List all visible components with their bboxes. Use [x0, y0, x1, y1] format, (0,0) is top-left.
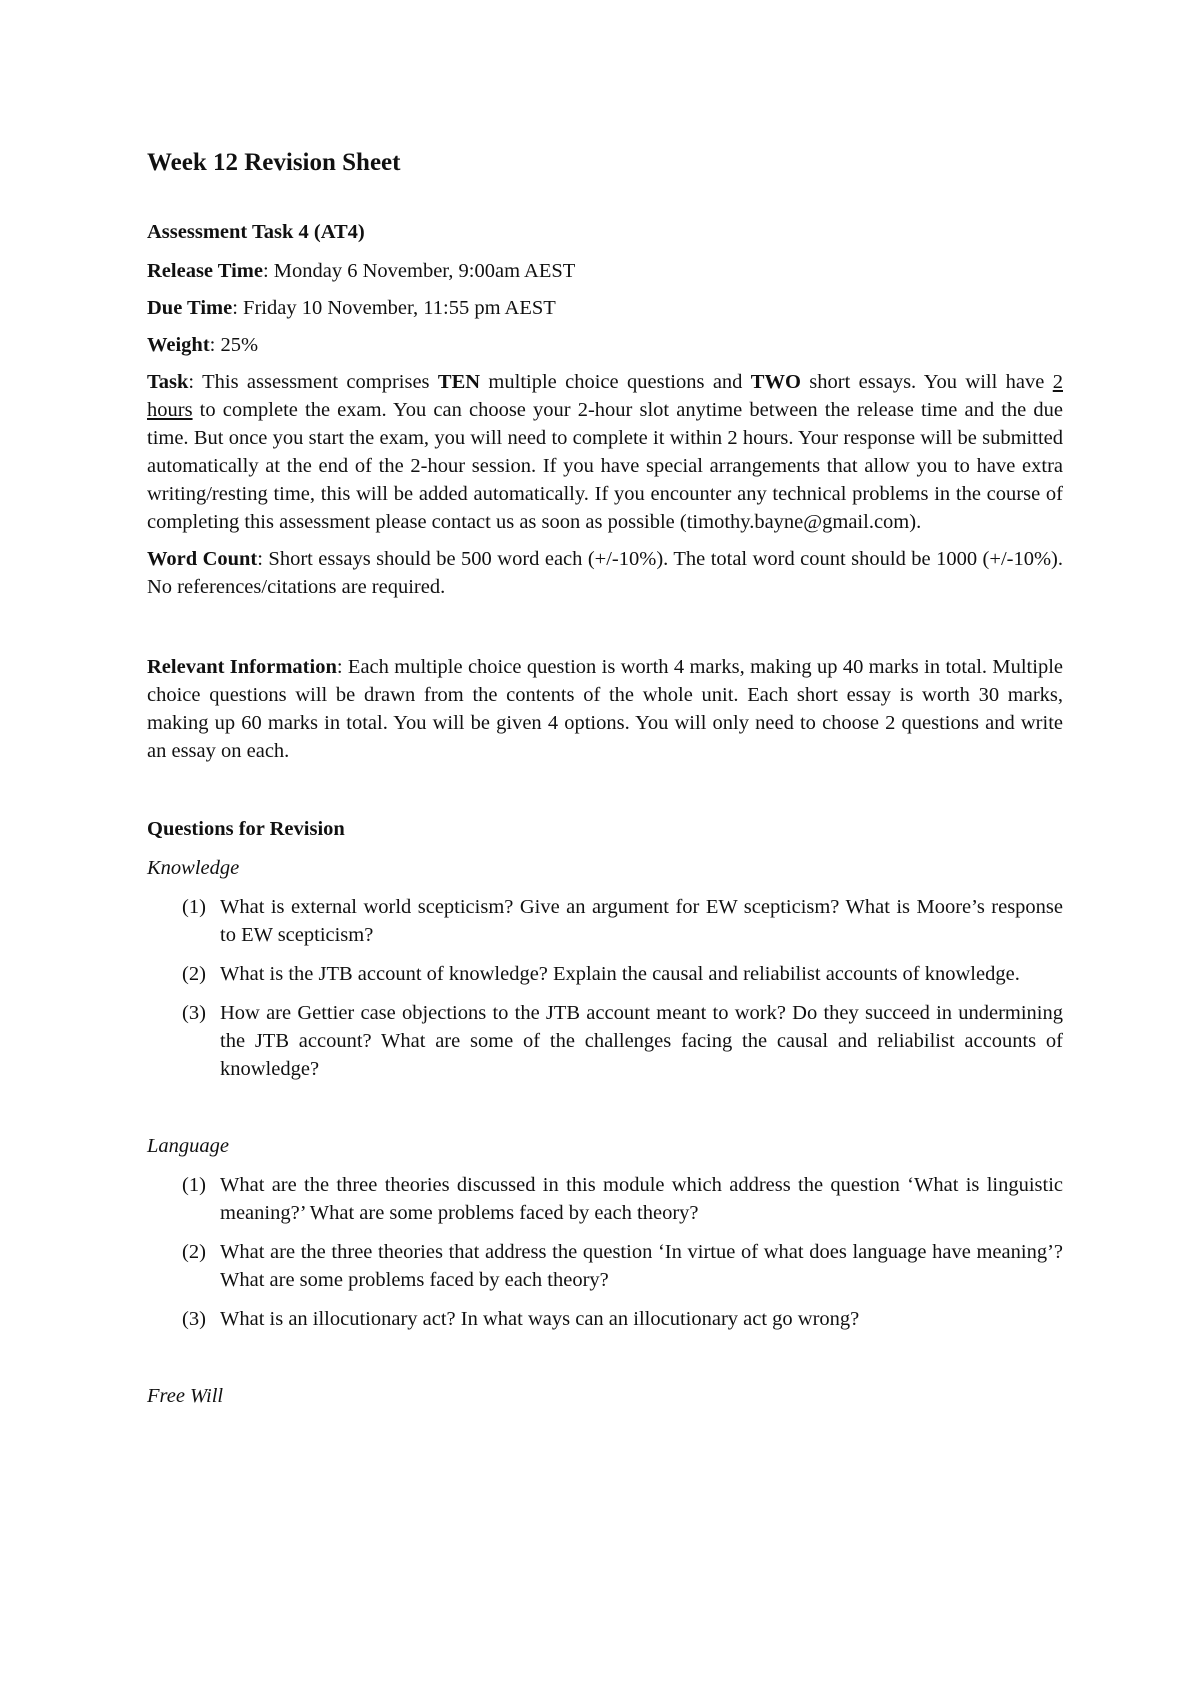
relevant-info-paragraph — [147, 653, 1063, 765]
due-time-value: : Friday 10 November, 11:55 pm AEST — [232, 297, 556, 319]
release-time-label: Release Time — [147, 260, 263, 282]
section-label-knowledge: Knowledge — [147, 857, 240, 879]
task-two: TWO — [750, 371, 801, 393]
weight-line — [147, 331, 1063, 359]
page-title: Week 12 Revision Sheet — [147, 149, 401, 176]
question-text: What are the three theories discussed in this module which address the question ‘What is linguistic meaning?’ What are some problems faced by each theory? — [220, 1174, 1063, 1224]
list-item — [182, 999, 1063, 1083]
question-number: (2) — [182, 1241, 206, 1263]
assessment-heading: Assessment Task 4 (AT4) — [147, 221, 365, 243]
task-text-3: short essays. You will have — [800, 371, 1053, 393]
relevant-info-label: Relevant Information — [147, 656, 337, 678]
release-time-value: : Monday 6 November, 9:00am AEST — [262, 260, 576, 282]
knowledge-question-list — [147, 893, 1063, 1083]
list-item — [182, 893, 1063, 949]
list-item — [182, 1305, 1063, 1333]
relevant-info-text: : Each multiple choice question is worth 4 marks, making up 40 marks in total. Multiple choice questions will be drawn from the contents of the whole unit. Each short essay is worth 30 marks, making up 60 marks in total. You will be given 4 options. You will only need to choose 2 questions and write an essay on each. — [147, 656, 1063, 762]
list-item — [182, 960, 1063, 988]
word-count-paragraph — [147, 545, 1063, 601]
weight-value: : 25% — [209, 334, 259, 356]
question-text: How are Gettier case objections to the JTB account meant to work? Do they succeed in undermining the JTB account? What are some of the challenges facing the causal and reliabilist accounts of knowledge? — [220, 1002, 1063, 1080]
question-text: What is an illocutionary act? In what ways can an illocutionary act go wrong? — [220, 1308, 860, 1330]
word-count-label: Word Count — [147, 548, 258, 570]
question-number: (1) — [182, 896, 206, 918]
due-time-label: Due Time — [147, 297, 233, 319]
task-label: Task — [147, 371, 189, 393]
question-number: (3) — [182, 1308, 206, 1330]
weight-label: Weight — [147, 334, 210, 356]
task-text-4: to complete the exam. You can choose your 2-hour slot anytime between the release time and the due time. But once you start the exam, you will need to complete it within 2 hours. Your response will be submitted automatically at the end of the 2-hour session. If you have special arrangements that allow you to have extra writing/resting time, this will be added automatically. If you encounter any technical problems in the course of completing this assessment please contact us as soon as possible (timothy.bayne@gmail.com). — [147, 399, 1063, 533]
list-item — [182, 1238, 1063, 1294]
word-count-text: : Short essays should be 500 word each (+/-10%). The total word count should be 1000 (+/-10%). No references/citations are required. — [147, 548, 1063, 598]
language-question-list — [147, 1171, 1063, 1333]
due-time-line — [147, 294, 1063, 322]
question-text: What are the three theories that address the question ‘In virtue of what does language have meaning’? What are some problems faced by each theory? — [220, 1241, 1063, 1291]
list-item — [182, 1171, 1063, 1227]
question-text: What is external world scepticism? Give an argument for EW scepticism? What is Moore’s response to EW scepticism? — [220, 896, 1063, 946]
task-text-1: : This assessment comprises — [188, 371, 438, 393]
task-text-2: multiple choice questions and — [480, 371, 751, 393]
task-ten: TEN — [437, 371, 481, 393]
section-label-language: Language — [147, 1135, 229, 1157]
task-hours: 2 hours — [147, 371, 1063, 421]
question-text: What is the JTB account of knowledge? Explain the causal and reliabilist accounts of knowledge. — [220, 963, 1020, 985]
question-number: (3) — [182, 1002, 206, 1024]
question-number: (1) — [182, 1174, 206, 1196]
document-page — [147, 146, 1063, 1410]
questions-heading: Questions for Revision — [147, 818, 345, 840]
task-paragraph — [147, 368, 1063, 536]
section-label-free-will: Free Will — [147, 1385, 224, 1407]
release-time-line — [147, 257, 1063, 285]
question-number: (2) — [182, 963, 206, 985]
